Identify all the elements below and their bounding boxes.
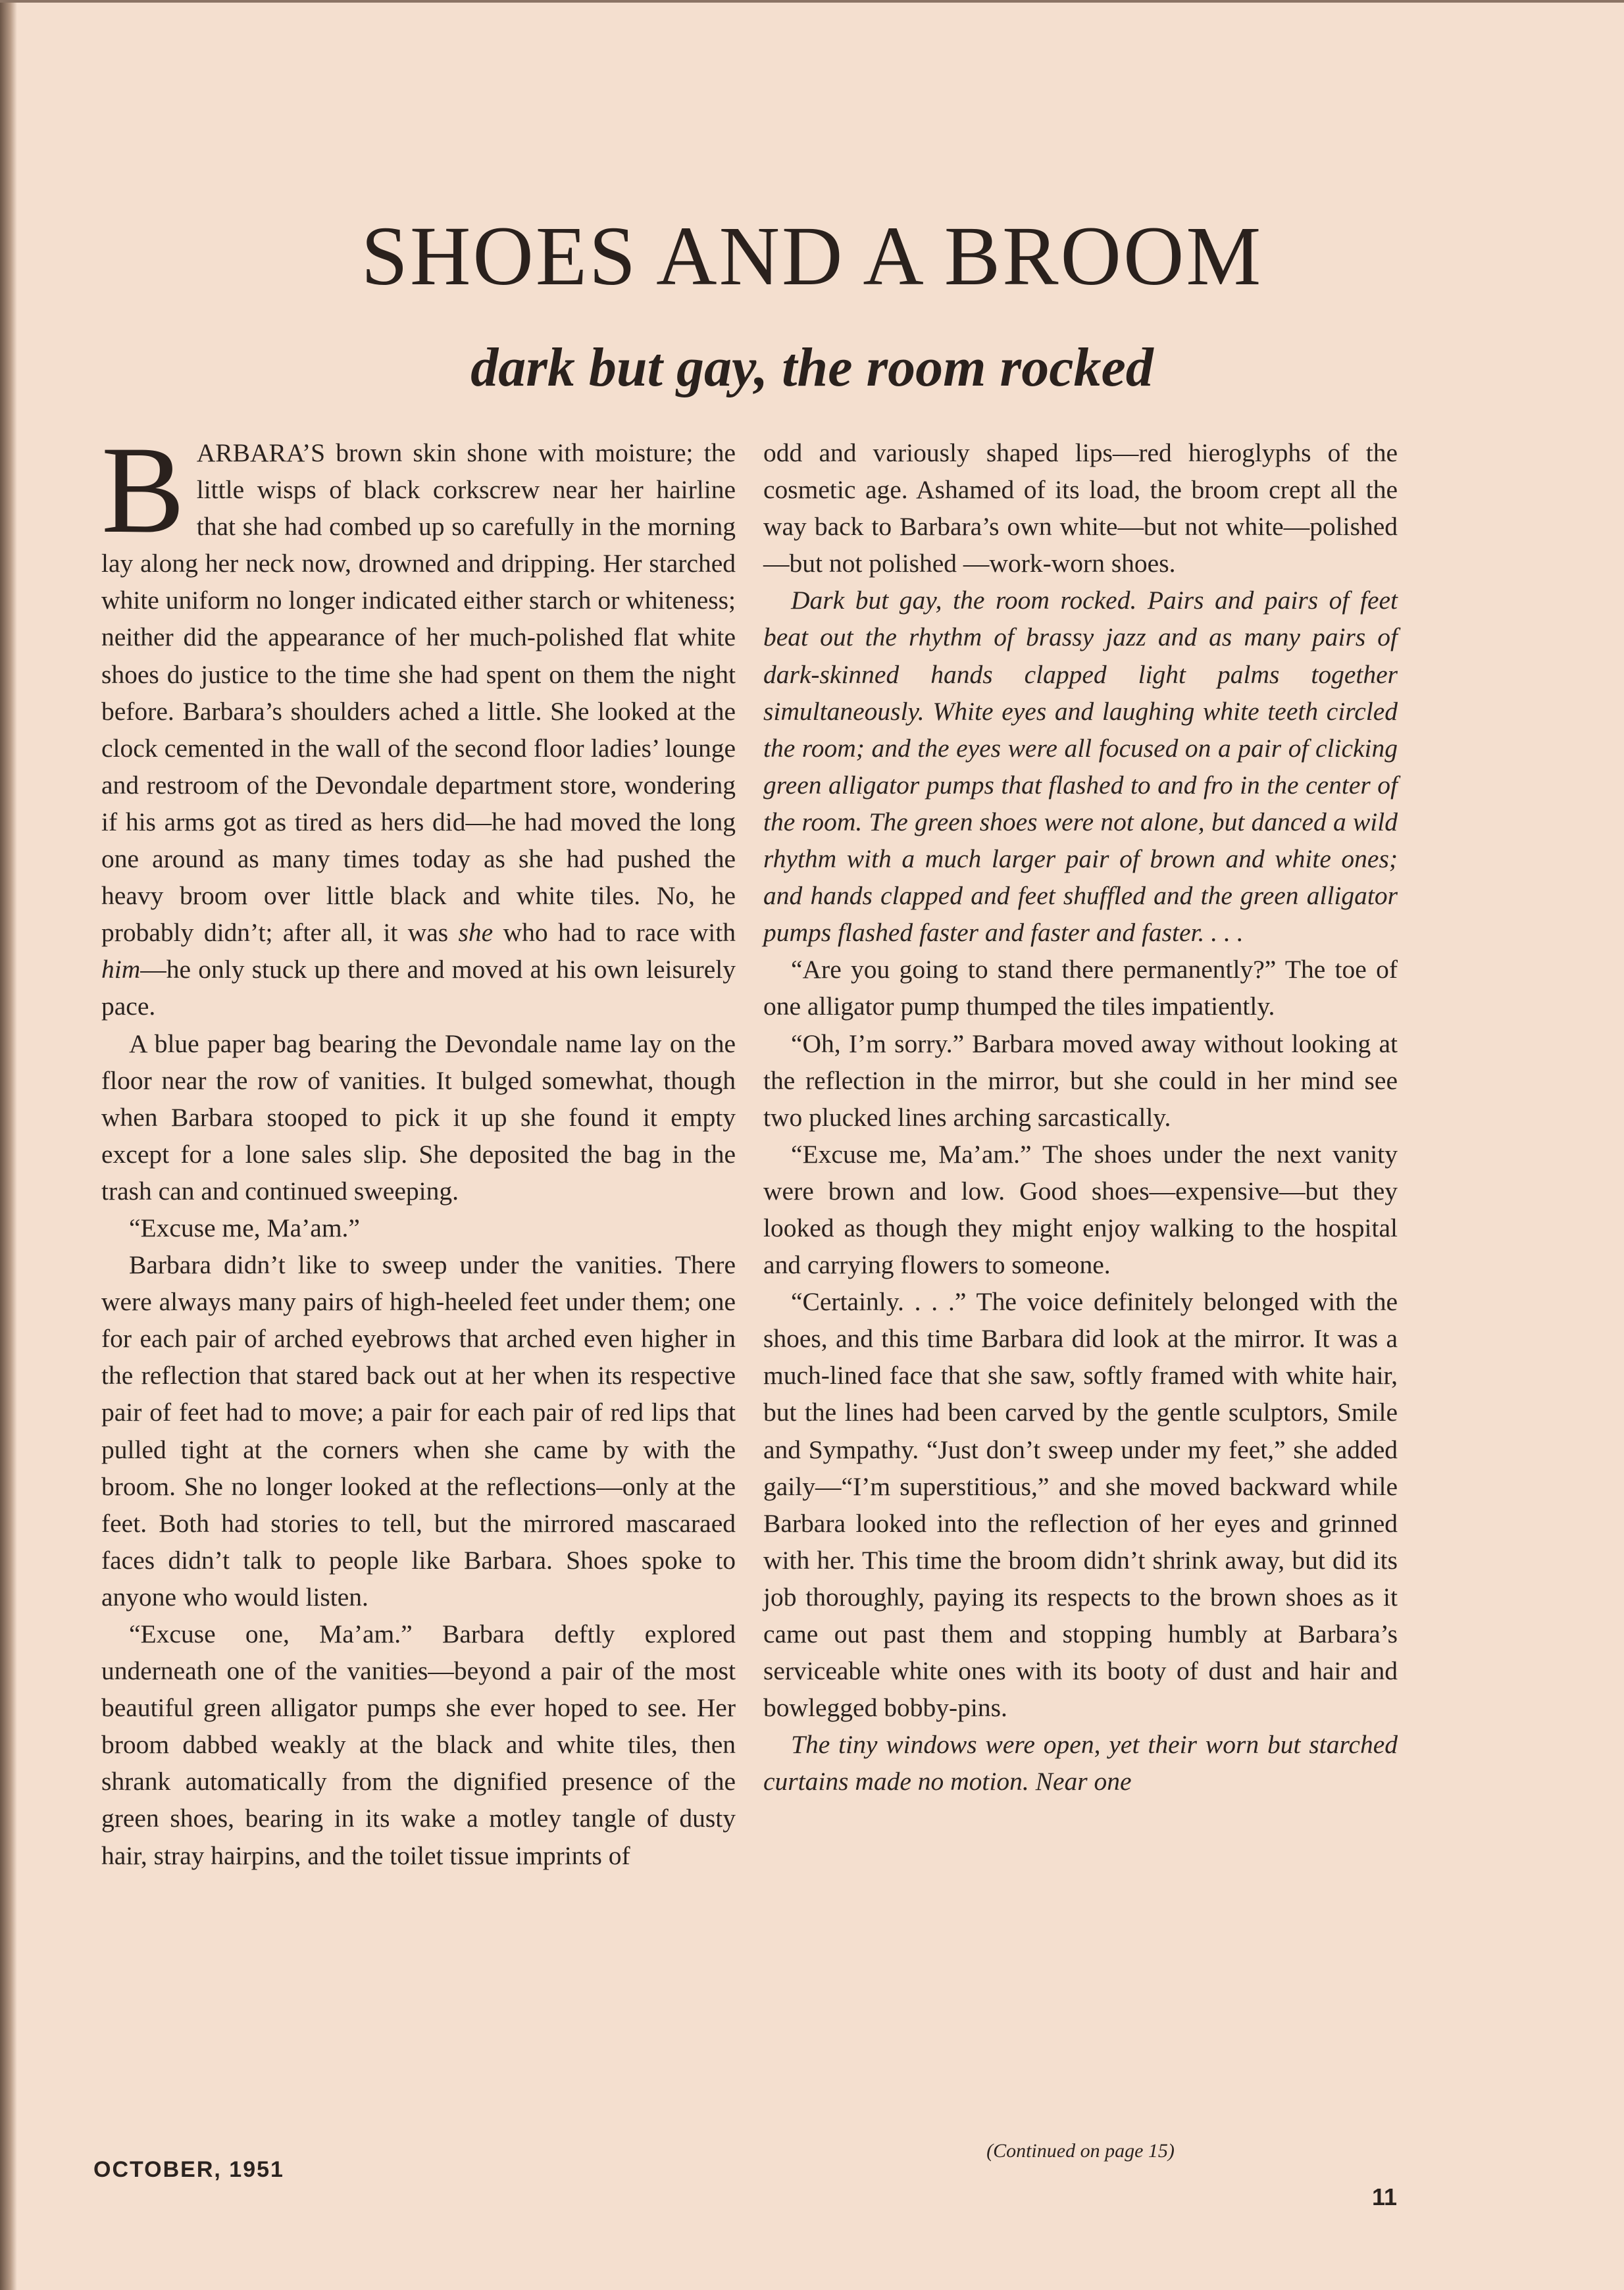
- top-border-line: [0, 0, 1624, 3]
- paragraph: “Certainly. . . .” The voice definitely belonged with the shoes, and this time Barbara did look at the mirror. It was a much-lined face that she saw, softly framed with white hair, but the lines had been carved by the gentle sculptors, Smile and Sympathy. “Just don’t sweep under my feet,” she added gaily—“I’m superstitious,” and she moved backward while Barbara looked into the reflection of her eyes and grinned with her. This time the broom didn’t shrink away, but did its job thoroughly, paying its respects to the brown shoes as it came out past them and stopping humbly at Barbara’s serviceable white ones with its booty of dust and hair and bowlegged bobby-pins.: [763, 1287, 1398, 1723]
- paragraph: A blue paper bag bearing the Devondale name lay on the floor near the row of vanities. It bulged somewhat, though when Barbara stooped to pick it up she found it empty except for a lone sales slip. She deposited the bag in the trash can and continued sweeping.: [101, 1029, 736, 1206]
- emphasis-text: him: [101, 955, 141, 984]
- paragraph-text: brown skin shone with moisture; the little wisps of black corkscrew near her hairline that she had combed up so carefully in the morning lay along her neck now, drowned and dripping. Her starched white uniform no longer indicated either starch or whiteness; neither did the appearance of her much-polished flat white shoes do justice to the time she had spent on them the night before. Barbara’s shoulders ached a little. She looked at the clock cemented in the wall of the second floor ladies’ lounge and restroom of the Devondale department store, wondering if his arms got as tired as hers did—he had moved the long one around as many times today as she had pushed the heavy broom over little black and white tiles. No, he probably didn’t; after all, it was: [101, 438, 736, 948]
- article-subtitle: dark but gay, the room rocked: [470, 337, 1154, 398]
- paragraph: odd and variously shaped lips—red hieroglyphs of the cosmetic age. Ashamed of its load, the broom crept all the way back to Barbara’s own white—but not white—polished—but not polished —work-worn shoes.: [763, 438, 1398, 578]
- left-column: [101, 421, 736, 1874]
- paragraph: “Are you going to stand there permanently?” The toe of one alligator pump thumped the tiles impatiently.: [763, 955, 1398, 1021]
- paragraph: “Oh, I’m sorry.” Barbara moved away without looking at the reflection in the mirror, but she could in her mind see two plucked lines arching sarcastically.: [763, 1029, 1398, 1132]
- paragraph: “Excuse me, Ma’am.” The shoes under the next vanity were brown and low. Good shoes—expensive—but they looked as though they might enjoy walking to the hospital and carrying flowers to someone.: [763, 1139, 1398, 1280]
- article-title: SHOES AND A BROOM: [361, 209, 1263, 303]
- issue-date: OCTOBER, 1951: [93, 2157, 284, 2182]
- lead-in-word: ARBARA’S: [196, 438, 326, 467]
- paragraph-text: who had to race with: [493, 918, 736, 948]
- continued-note: (Continued on page 15): [986, 2140, 1175, 2162]
- paragraph-italic: Dark but gay, the room rocked. Pairs and pairs of feet beat out the rhythm of brassy jazz and as many pairs of dark-skinned hands clapped light palms together simultaneously. White eyes and laughing white teeth circled the room; and the eyes were all focused on a pair of clicking green alligator pumps that flashed to and fro in the center of the room. The green shoes were not alone, but danced a wild rhythm with a much larger pair of brown and white ones; and hands clapped and feet shuffled and the green alligator pumps flashed faster and faster and faster. . . .: [763, 586, 1398, 948]
- paragraph-text: —he only stuck up there and moved at his own leisurely pace.: [101, 955, 736, 1021]
- right-column: [763, 434, 1398, 1800]
- paragraph: “Excuse me, Ma’am.”: [129, 1213, 360, 1242]
- paragraph: [101, 421, 736, 1025]
- paragraph-italic: The tiny windows were open, yet their worn but starched curtains made no motion. Near one: [763, 1730, 1398, 1796]
- page-number: 11: [1372, 2183, 1398, 2210]
- drop-cap: B: [101, 421, 185, 559]
- paragraph: “Excuse one, Ma’am.” Barbara deftly explored underneath one of the vanities—beyond a pair of the most beautiful green alligator pumps she ever hoped to see. Her broom dabbed weakly at the black and white tiles, then shrank automatically from the dignified presence of the green shoes, bearing in its wake a motley tangle of dusty hair, stray hairpins, and the toilet tissue imprints of: [101, 1619, 736, 1870]
- paragraph: Barbara didn’t like to sweep under the vanities. There were always many pairs of high-heeled feet under them; one for each pair of arched eyebrows that arched even higher in the reflection that stared back out at her when its respective pair of feet had to move; a pair for each pair of red lips that pulled tight at the corners when she came by with the broom. She no longer looked at the reflections—only at the feet. Both had stories to tell, but the mirrored mascaraed faces didn’t talk to people like Barbara. Shoes spoke to anyone who would listen.: [101, 1250, 736, 1612]
- emphasis-text: she: [458, 918, 494, 948]
